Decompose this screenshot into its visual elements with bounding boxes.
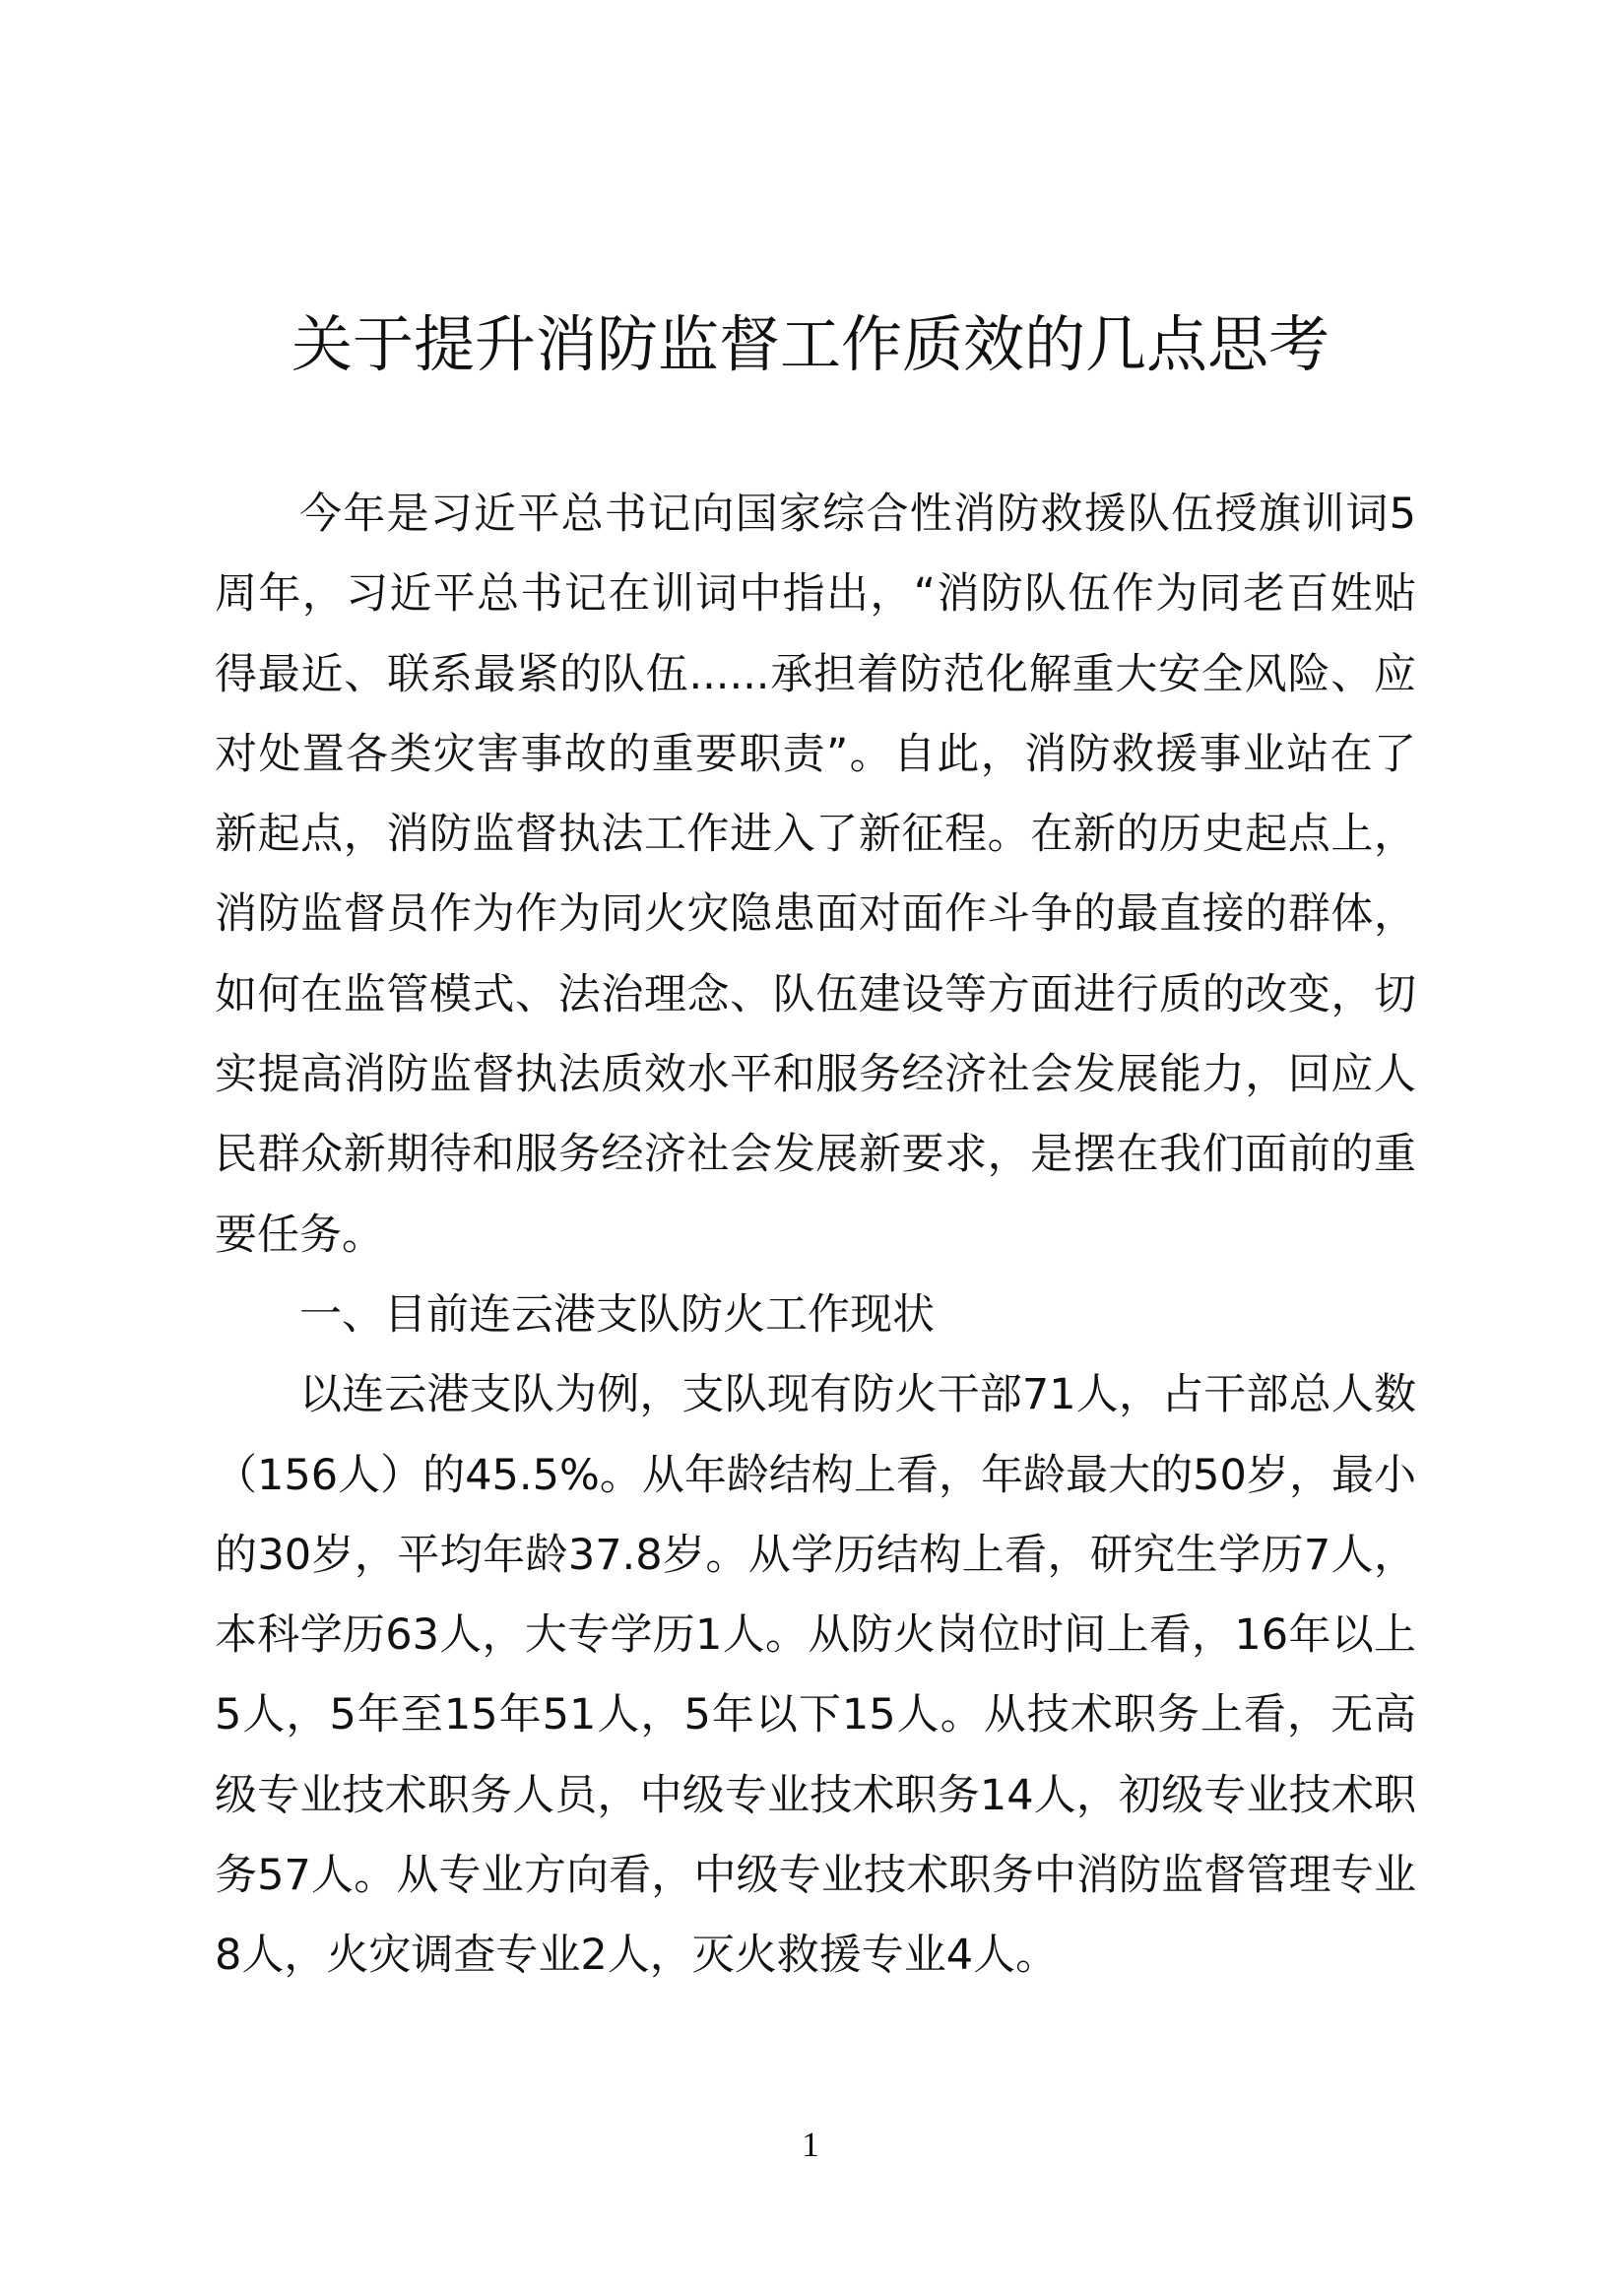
section-heading: 一、目前连云港支队防火工作现状 <box>299 1289 935 1340</box>
page-number: 1 <box>802 2125 819 2164</box>
document-body <box>215 475 1416 1997</box>
intro-paragraph: 今年是习近平总书记向国家综合性消防救援队伍授旗训词5周年，习近平总书记在训词中指出，“消防队伍作为同老百姓贴得最近、联系最紧的队伍......承担着防范化解重大安全风险、应对处置各类灾害事故的重要职责”。自此，消防救援事业站在了新起点，消防监督执法工作进入了新征程。在新的历史起点上，消防监督员作为作为同火灾隐患面对面作斗争的最直接的群体，如何在监管模式、法治理念、队伍建设等方面进行质的改变，切实提高消防监督执法质效水平和服务经济社会发展能力，回应人民群众新期待和服务经济社会发展新要求，是摆在我们面前的重要任务。 <box>215 490 1416 1260</box>
document-title: 关于提升消防监督工作质效的几点思考 <box>291 308 1329 380</box>
status-paragraph: 以连云港支队为例，支队现有防火干部71人，占干部总人数（156人）的45.5%。从年龄结构上看，年龄最大的50岁，最小的30岁，平均年龄37.8岁。从学历结构上看，研究生学历7人，本科学历63人，大专学历1人。从防火岗位时间上看，16年以上5人，5年至15年51人，5年以下15人。从技术职务上看，无高级专业技术职务人员，中级专业技术职务14人，初级专业技术职务57人。从专业方向看，中级专业技术职务中消防监督管理专业8人，火灾调查专业2人，灭火救援专业4人。 <box>215 1370 1416 1981</box>
